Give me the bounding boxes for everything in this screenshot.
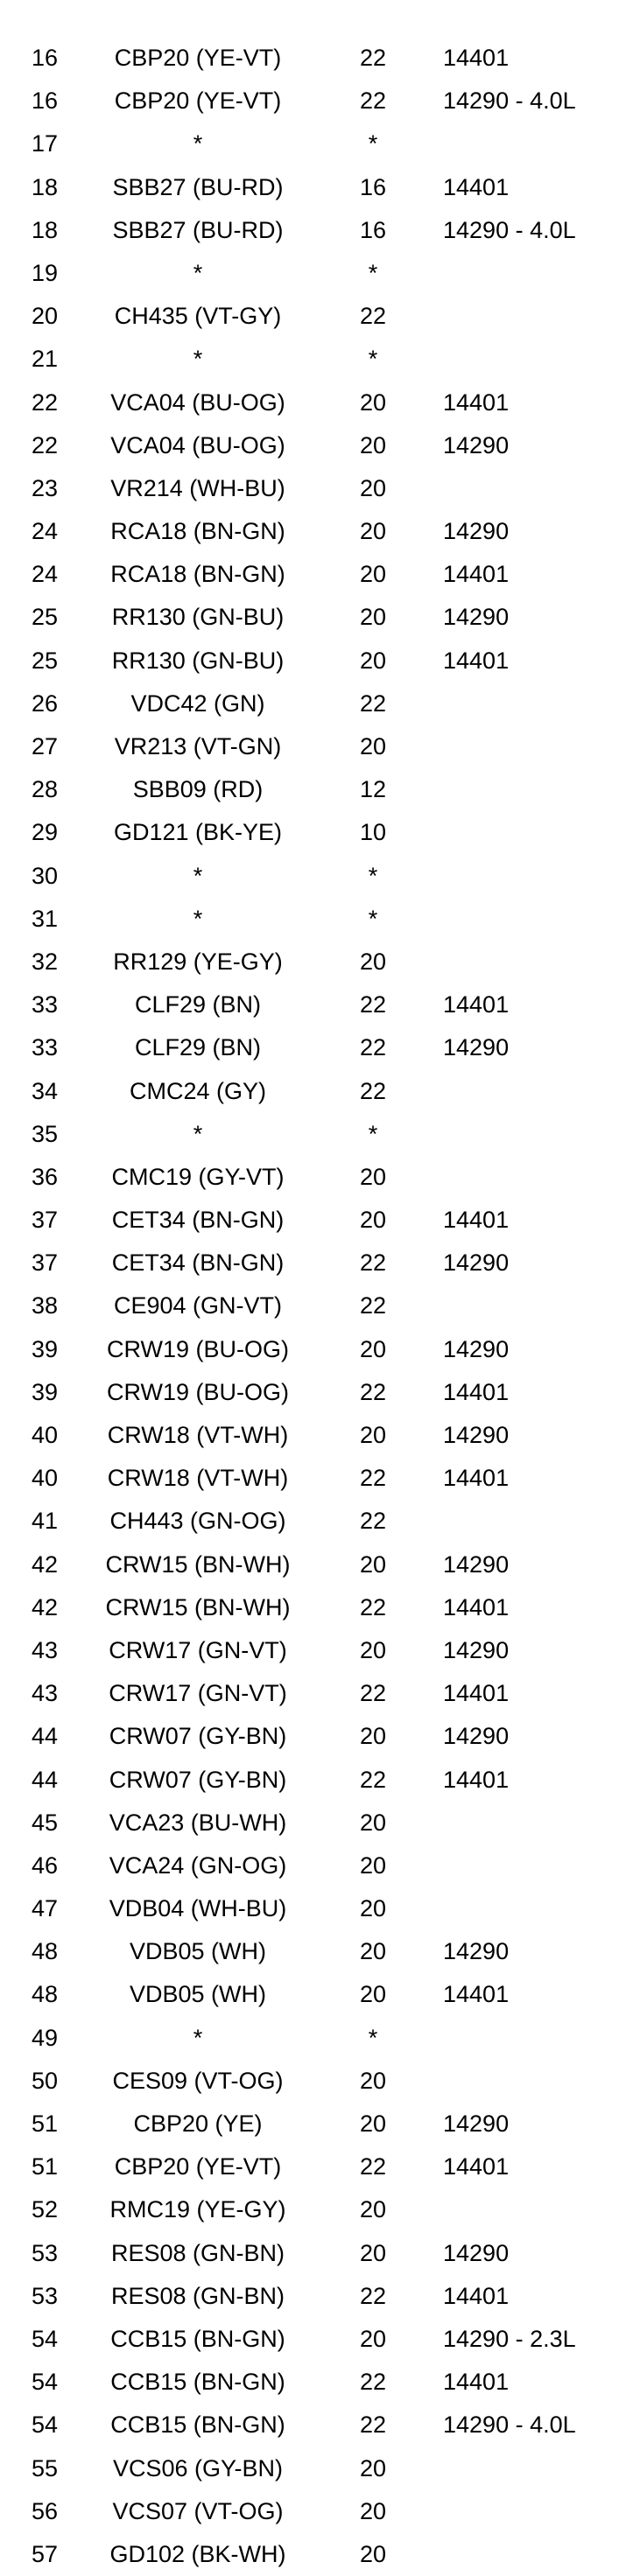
pin-number-cell: 46 <box>32 1852 59 1879</box>
circuit-cell: * <box>193 905 203 932</box>
table-row <box>0 1414 626 1457</box>
pin-number-cell: 18 <box>32 173 59 200</box>
pin-number-cell: 29 <box>32 819 59 846</box>
pin-number-cell: 47 <box>32 1895 59 1922</box>
circuit-cell: CMC24 (GY) <box>129 1077 266 1104</box>
pin-number-cell: 51 <box>32 2153 59 2180</box>
pin-number-cell: 43 <box>32 1680 59 1707</box>
wire-gauge-cell: 20 <box>359 604 387 631</box>
pin-number-cell: 57 <box>32 2540 59 2567</box>
wire-gauge-cell: 22 <box>359 2282 387 2309</box>
circuit-cell: VCA23 (BU-WH) <box>109 1809 287 1836</box>
option-cell: 14290 <box>443 1550 510 1578</box>
table-row <box>0 510 626 553</box>
table-row <box>0 811 626 854</box>
option-cell: 14290 <box>443 518 510 545</box>
pin-number-cell: 33 <box>32 1034 59 1061</box>
pin-number-cell: 42 <box>32 1593 59 1620</box>
table-row <box>0 1199 626 1242</box>
table-row <box>0 80 626 122</box>
option-cell: 14401 <box>443 1378 510 1405</box>
circuit-cell: RR130 (GN-BU) <box>111 604 285 631</box>
pin-number-cell: 24 <box>32 518 59 545</box>
option-cell: 14290 <box>443 1723 510 1750</box>
wire-gauge-cell: * <box>368 862 378 889</box>
option-cell: 14290 - 2.3L <box>443 2325 576 2352</box>
pin-number-cell: 42 <box>32 1550 59 1578</box>
pin-number-cell: 36 <box>32 1163 59 1190</box>
pin-number-cell: 54 <box>32 2325 59 2352</box>
table-row <box>0 682 626 725</box>
wire-gauge-cell: 20 <box>359 431 387 458</box>
pin-number-cell: 44 <box>32 1766 59 1793</box>
pin-number-cell: 19 <box>32 259 59 286</box>
pin-number-cell: 16 <box>32 88 59 115</box>
pin-number-cell: 25 <box>32 647 59 674</box>
wire-gauge-cell: 22 <box>359 1680 387 1707</box>
pin-number-cell: 23 <box>32 474 59 501</box>
wire-gauge-cell: 22 <box>359 1766 387 1793</box>
table-row <box>0 2103 626 2146</box>
pin-number-cell: 39 <box>32 1378 59 1405</box>
option-cell: 14290 <box>443 1250 510 1277</box>
wire-gauge-cell: 22 <box>359 1378 387 1405</box>
table-row <box>0 2060 626 2103</box>
pin-number-cell: 51 <box>32 2110 59 2137</box>
circuit-cell: SBB27 (BU-RD) <box>112 216 284 243</box>
option-cell: 14290 <box>443 2110 510 2137</box>
table-row <box>0 2275 626 2318</box>
wire-gauge-cell: 20 <box>359 1852 387 1879</box>
circuit-cell: VDB04 (WH-BU) <box>109 1895 287 1922</box>
table-row <box>0 725 626 768</box>
option-cell: 14401 <box>443 1981 510 2008</box>
pin-number-cell: 54 <box>32 2369 59 2396</box>
wire-gauge-cell: 20 <box>359 1422 387 1448</box>
option-cell: 14290 <box>443 1034 510 1061</box>
circuit-cell: VCA04 (BU-OG) <box>110 388 285 416</box>
option-cell: 14290 <box>443 1335 510 1362</box>
pin-number-cell: 17 <box>32 130 59 158</box>
circuit-cell: * <box>193 862 203 889</box>
wire-gauge-cell: 20 <box>359 1723 387 1750</box>
circuit-cell: VDB05 (WH) <box>129 1938 266 1965</box>
wire-gauge-cell: 22 <box>359 2412 387 2439</box>
pin-number-cell: 26 <box>32 690 59 717</box>
circuit-cell: * <box>193 259 203 286</box>
circuit-cell: CBP20 (YE-VT) <box>114 45 282 71</box>
pin-number-cell: 34 <box>32 1077 59 1104</box>
table-row <box>0 1328 626 1371</box>
pin-number-cell: 22 <box>32 431 59 458</box>
table-row <box>0 1544 626 1586</box>
pin-number-cell: 35 <box>32 1120 59 1147</box>
circuit-cell: CH435 (VT-GY) <box>114 303 282 330</box>
wire-gauge-cell: 20 <box>359 1809 387 1836</box>
pin-number-cell: 53 <box>32 2282 59 2309</box>
circuit-cell: * <box>193 2024 203 2051</box>
table-row <box>0 1457 626 1500</box>
option-cell: 14290 <box>443 2239 510 2266</box>
wire-gauge-cell: 22 <box>359 88 387 115</box>
circuit-cell: CRW15 (BN-WH) <box>105 1593 291 1620</box>
wire-gauge-cell: 16 <box>359 173 387 200</box>
option-cell: 14401 <box>443 1766 510 1793</box>
pin-number-cell: 38 <box>32 1292 59 1320</box>
option-cell: 14401 <box>443 2369 510 2396</box>
wire-gauge-cell: * <box>368 2024 378 2051</box>
pin-number-cell: 56 <box>32 2497 59 2524</box>
table-row <box>0 424 626 467</box>
pin-number-cell: 44 <box>32 1723 59 1750</box>
circuit-cell: RCA18 (BN-GN) <box>110 518 285 545</box>
table-row <box>0 2361 626 2404</box>
wire-gauge-cell: 22 <box>359 1034 387 1061</box>
table-row <box>0 640 626 682</box>
wire-gauge-cell: * <box>368 905 378 932</box>
table-row <box>0 1844 626 1887</box>
table-row <box>0 1586 626 1629</box>
option-cell: 14401 <box>443 561 510 588</box>
wire-gauge-cell: 20 <box>359 2540 387 2567</box>
table-row <box>0 768 626 811</box>
circuit-cell: * <box>193 130 203 158</box>
wire-gauge-cell: * <box>368 1120 378 1147</box>
pin-number-cell: 22 <box>32 388 59 416</box>
circuit-cell: VCS07 (VT-OG) <box>112 2497 284 2524</box>
table-row <box>0 1672 626 1715</box>
pin-number-cell: 43 <box>32 1636 59 1663</box>
table-row <box>0 2404 626 2446</box>
wire-gauge-cell: 20 <box>359 1207 387 1234</box>
wire-gauge-cell: 20 <box>359 2239 387 2266</box>
circuit-cell: CH443 (GN-OG) <box>109 1508 286 1535</box>
circuit-cell: CCB15 (BN-GN) <box>110 2369 285 2396</box>
table-row <box>0 1284 626 1327</box>
table-row <box>0 1802 626 1844</box>
circuit-cell: RMC19 (YE-GY) <box>109 2196 286 2223</box>
circuit-cell: CES09 (VT-OG) <box>112 2067 284 2094</box>
wire-gauge-cell: 12 <box>359 776 387 803</box>
wire-gauge-cell: 22 <box>359 2153 387 2180</box>
circuit-cell: CET34 (BN-GN) <box>111 1250 285 1277</box>
circuit-cell: CRW07 (GY-BN) <box>109 1723 287 1750</box>
pin-number-cell: 50 <box>32 2067 59 2094</box>
table-row <box>0 1156 626 1199</box>
wire-gauge-cell: 20 <box>359 1335 387 1362</box>
circuit-cell: VR214 (WH-BU) <box>110 474 285 501</box>
circuit-cell: RES08 (GN-BN) <box>110 2282 285 2309</box>
wire-gauge-cell: 20 <box>359 733 387 760</box>
wire-gauge-cell: 20 <box>359 948 387 975</box>
pin-number-cell: 53 <box>32 2239 59 2266</box>
table-row <box>0 1242 626 1284</box>
wire-gauge-cell: 10 <box>359 819 387 846</box>
pin-number-cell: 32 <box>32 948 59 975</box>
option-cell: 14401 <box>443 388 510 416</box>
table-row <box>0 122 626 165</box>
pin-number-cell: 37 <box>32 1250 59 1277</box>
option-cell: 14290 <box>443 1938 510 1965</box>
pin-number-cell: 39 <box>32 1335 59 1362</box>
circuit-cell: CCB15 (BN-GN) <box>110 2325 285 2352</box>
table-row <box>0 1629 626 1672</box>
table-row <box>0 37 626 80</box>
option-cell: 14290 - 4.0L <box>443 88 576 115</box>
table-row <box>0 1887 626 1930</box>
wire-gauge-cell: 22 <box>359 1292 387 1320</box>
option-cell: 14290 <box>443 431 510 458</box>
circuit-cell: CRW17 (GN-VT) <box>109 1636 287 1663</box>
wire-gauge-cell: 22 <box>359 690 387 717</box>
circuit-cell: VR213 (VT-GN) <box>114 733 282 760</box>
circuit-cell: CRW18 (VT-WH) <box>107 1465 289 1492</box>
circuit-cell: SBB27 (BU-RD) <box>112 173 284 200</box>
table-row <box>0 2188 626 2231</box>
pin-number-cell: 21 <box>32 346 59 373</box>
wire-gauge-cell: 16 <box>359 216 387 243</box>
option-cell: 14290 - 4.0L <box>443 2412 576 2439</box>
option-cell: 14290 <box>443 604 510 631</box>
circuit-cell: CET34 (BN-GN) <box>111 1207 285 1234</box>
pin-number-cell: 25 <box>32 604 59 631</box>
option-cell: 14290 - 4.0L <box>443 216 576 243</box>
wire-gauge-cell: 20 <box>359 2454 387 2482</box>
circuit-cell: CRW19 (BU-OG) <box>106 1335 289 1362</box>
circuit-cell: CRW07 (GY-BN) <box>109 1766 287 1793</box>
wire-gauge-cell: 22 <box>359 1250 387 1277</box>
table-row <box>0 252 626 295</box>
table-row <box>0 1026 626 1069</box>
option-cell: 14401 <box>443 1207 510 1234</box>
wire-gauge-cell: * <box>368 130 378 158</box>
table-row <box>0 1715 626 1758</box>
wire-gauge-cell: 22 <box>359 1465 387 1492</box>
connector-pin-table <box>0 37 626 2576</box>
pin-number-cell: 33 <box>32 991 59 1018</box>
circuit-cell: * <box>193 346 203 373</box>
wire-gauge-cell: 20 <box>359 2110 387 2137</box>
table-row <box>0 2232 626 2275</box>
wire-gauge-cell: 20 <box>359 1163 387 1190</box>
table-row <box>0 1070 626 1113</box>
pin-number-cell: 37 <box>32 1207 59 1234</box>
option-cell: 14401 <box>443 45 510 71</box>
wire-gauge-cell: 22 <box>359 303 387 330</box>
circuit-cell: RR130 (GN-BU) <box>111 647 285 674</box>
wire-gauge-cell: 22 <box>359 1077 387 1104</box>
pin-number-cell: 41 <box>32 1508 59 1535</box>
circuit-cell: CRW18 (VT-WH) <box>107 1422 289 1448</box>
wire-gauge-cell: 20 <box>359 2497 387 2524</box>
wire-gauge-cell: * <box>368 259 378 286</box>
pin-number-cell: 45 <box>32 1809 59 1836</box>
pin-number-cell: 54 <box>32 2412 59 2439</box>
wire-gauge-cell: 22 <box>359 45 387 71</box>
wire-gauge-cell: 20 <box>359 518 387 545</box>
wire-gauge-cell: 20 <box>359 1636 387 1663</box>
pin-number-cell: 52 <box>32 2196 59 2223</box>
table-row <box>0 1371 626 1414</box>
circuit-cell: RCA18 (BN-GN) <box>110 561 285 588</box>
table-row <box>0 1500 626 1543</box>
table-row <box>0 209 626 252</box>
circuit-cell: GD102 (BK-WH) <box>109 2540 286 2567</box>
table-row <box>0 2017 626 2060</box>
table-row <box>0 338 626 381</box>
circuit-cell: RES08 (GN-BN) <box>110 2239 285 2266</box>
option-cell: 14401 <box>443 1593 510 1620</box>
pin-number-cell: 48 <box>32 1938 59 1965</box>
table-row <box>0 467 626 510</box>
option-cell: 14401 <box>443 2282 510 2309</box>
table-row <box>0 2490 626 2533</box>
pin-number-cell: 31 <box>32 905 59 932</box>
circuit-cell: * <box>193 1120 203 1147</box>
wire-gauge-cell: 20 <box>359 1550 387 1578</box>
wire-gauge-cell: 20 <box>359 1981 387 2008</box>
table-row <box>0 1113 626 1156</box>
table-row <box>0 2318 626 2361</box>
circuit-cell: SBB09 (RD) <box>132 776 264 803</box>
option-cell: 14401 <box>443 173 510 200</box>
table-row <box>0 1759 626 1802</box>
option-cell: 14401 <box>443 2153 510 2180</box>
circuit-cell: CLF29 (BN) <box>134 1034 262 1061</box>
circuit-cell: GD121 (BK-YE) <box>113 819 283 846</box>
pin-number-cell: 16 <box>32 45 59 71</box>
table-row <box>0 855 626 898</box>
pin-number-cell: 24 <box>32 561 59 588</box>
pin-number-cell: 48 <box>32 1981 59 2008</box>
option-cell: 14290 <box>443 1636 510 1663</box>
pin-number-cell: 49 <box>32 2024 59 2051</box>
wire-gauge-cell: 22 <box>359 2369 387 2396</box>
wire-gauge-cell: 20 <box>359 647 387 674</box>
circuit-cell: VDB05 (WH) <box>129 1981 266 2008</box>
table-row <box>0 2447 626 2490</box>
circuit-cell: CBP20 (YE-VT) <box>114 2153 282 2180</box>
circuit-cell: CMC19 (GY-VT) <box>111 1163 285 1190</box>
wire-gauge-cell: * <box>368 346 378 373</box>
wire-gauge-cell: 20 <box>359 2196 387 2223</box>
wire-gauge-cell: 22 <box>359 1593 387 1620</box>
circuit-cell: CBP20 (YE) <box>133 2110 263 2137</box>
circuit-cell: CRW15 (BN-WH) <box>105 1550 291 1578</box>
circuit-cell: CLF29 (BN) <box>134 991 262 1018</box>
option-cell: 14401 <box>443 647 510 674</box>
wire-gauge-cell: 22 <box>359 1508 387 1535</box>
option-cell: 14401 <box>443 991 510 1018</box>
wire-gauge-cell: 22 <box>359 991 387 1018</box>
wire-gauge-cell: 20 <box>359 474 387 501</box>
circuit-cell: CRW19 (BU-OG) <box>106 1378 289 1405</box>
pin-number-cell: 27 <box>32 733 59 760</box>
option-cell: 14290 <box>443 1422 510 1448</box>
table-row <box>0 553 626 596</box>
wire-gauge-cell: 20 <box>359 561 387 588</box>
table-row <box>0 1973 626 2016</box>
circuit-cell: VCA04 (BU-OG) <box>110 431 285 458</box>
circuit-cell: CCB15 (BN-GN) <box>110 2412 285 2439</box>
table-row <box>0 166 626 209</box>
circuit-cell: RR129 (YE-GY) <box>113 948 283 975</box>
table-row <box>0 2146 626 2188</box>
circuit-cell: VDC42 (GN) <box>130 690 265 717</box>
circuit-cell: VCA24 (GN-OG) <box>109 1852 287 1879</box>
table-row <box>0 596 626 639</box>
pin-number-cell: 28 <box>32 776 59 803</box>
pin-number-cell: 20 <box>32 303 59 330</box>
circuit-cell: CE904 (GN-VT) <box>113 1292 283 1320</box>
table-row <box>0 1930 626 1973</box>
circuit-cell: CRW17 (GN-VT) <box>109 1680 287 1707</box>
table-row <box>0 295 626 338</box>
table-row <box>0 941 626 984</box>
table-row <box>0 984 626 1026</box>
pin-number-cell: 30 <box>32 862 59 889</box>
pin-number-cell: 40 <box>32 1465 59 1492</box>
wire-gauge-cell: 20 <box>359 2067 387 2094</box>
wire-gauge-cell: 20 <box>359 1938 387 1965</box>
option-cell: 14401 <box>443 1680 510 1707</box>
circuit-cell: CBP20 (YE-VT) <box>114 88 282 115</box>
option-cell: 14401 <box>443 1465 510 1492</box>
circuit-cell: VCS06 (GY-BN) <box>112 2454 284 2482</box>
wire-gauge-cell: 20 <box>359 1895 387 1922</box>
wire-gauge-cell: 20 <box>359 388 387 416</box>
table-row <box>0 382 626 424</box>
table-row <box>0 2533 626 2576</box>
table-row <box>0 898 626 941</box>
pin-number-cell: 18 <box>32 216 59 243</box>
wire-gauge-cell: 20 <box>359 2325 387 2352</box>
pin-number-cell: 55 <box>32 2454 59 2482</box>
pin-number-cell: 40 <box>32 1422 59 1448</box>
